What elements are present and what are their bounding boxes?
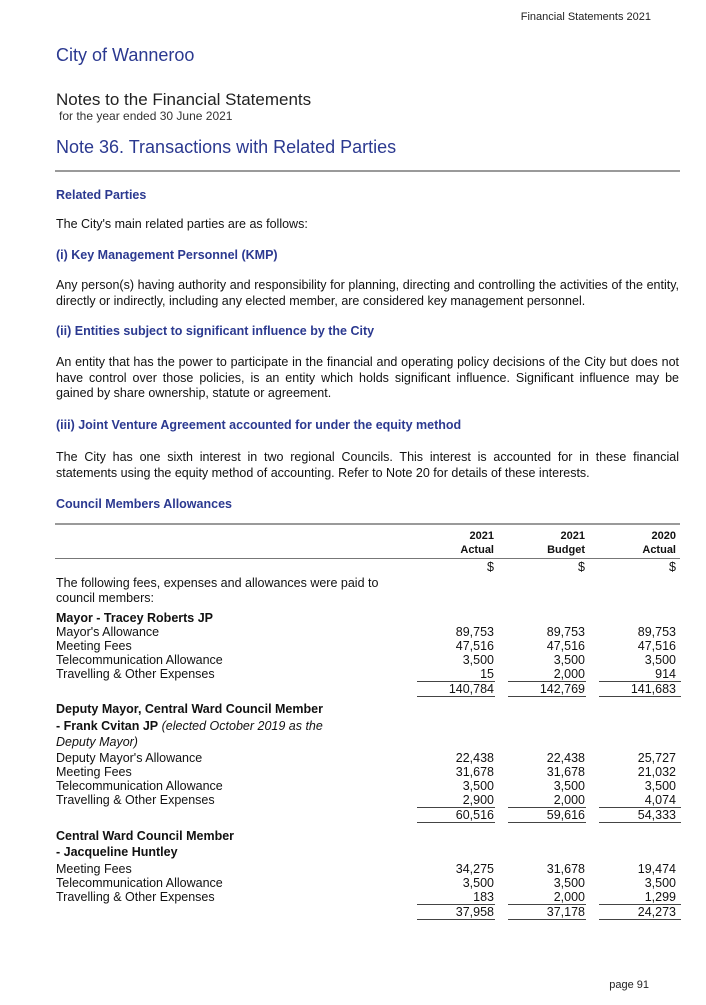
header-rule — [55, 558, 680, 559]
table-intro: The following fees, expenses and allowances were paid to council members: — [56, 576, 379, 605]
deputy-heading-name — [56, 718, 336, 750]
total-line — [417, 919, 495, 920]
notes-subtitle: for the year ended 30 June 2021 — [59, 109, 233, 123]
jv-text: The City has one sixth interest in two regional Councils. This interest is accounted for in these financial statements using the equity method of accounting. Refer to Note 20 for details of these interests. — [56, 450, 679, 480]
table-row: Telecommunication Allowance 3,500 3,500 3,500 — [56, 653, 676, 667]
central-heading-name: - Jacqueline Huntley — [56, 845, 178, 859]
table-top-rule — [55, 523, 680, 525]
deputy-note: (elected October 2019 as the Deputy Mayor) — [56, 719, 323, 749]
table-row: Telecommunication Allowance 3,500 3,500 3,500 — [56, 779, 676, 793]
total-line — [417, 696, 495, 697]
influence-heading: (ii) Entities subject to significant influence by the City — [56, 324, 375, 338]
deputy-heading: Deputy Mayor, Central Ward Council Member — [56, 702, 323, 716]
mayor-total-row: 140,784 142,769 141,683 — [448, 682, 676, 696]
col-header-kind-1: Actual — [460, 544, 494, 556]
title-divider — [55, 170, 680, 172]
total-line — [508, 919, 586, 920]
col-header-year-3: 2020 — [651, 530, 676, 542]
mayor-heading: Mayor - Tracey Roberts JP — [56, 611, 214, 625]
table-row: Travelling & Other Expenses 183 2,000 1,299 — [56, 890, 676, 904]
related-parties-intro: The City's main related parties are as follows: — [56, 217, 308, 231]
table-row: Meeting Fees 34,275 31,678 19,474 — [56, 862, 676, 876]
col-header-year-2: 2021 — [560, 530, 585, 542]
total-line — [599, 696, 681, 697]
central-total-row: 37,958 37,178 24,273 — [455, 905, 676, 919]
table-row: Telecommunication Allowance 3,500 3,500 3,500 — [56, 876, 676, 890]
related-parties-heading: Related Parties — [56, 188, 147, 202]
col-header-year-1: 2021 — [469, 530, 494, 542]
deputy-total-row: 60,516 59,616 54,333 — [455, 808, 676, 822]
table-row: Deputy Mayor's Allowance 22,438 22,438 25,727 — [56, 751, 676, 765]
col-header-kind-3: Actual — [642, 544, 676, 556]
influence-text: An entity that has the power to participate in the financial and operating policy decisions of the City but does not have control over those policies, is an entity which holds significant influence. Significant influence may be gained by share ownership, statute or agreement. — [56, 355, 679, 400]
table-row: Travelling & Other Expenses 2,900 2,000 4,074 — [56, 793, 676, 807]
total-line — [508, 696, 586, 697]
table-row: Travelling & Other Expenses 15 2,000 914 — [56, 667, 676, 681]
col-unit-1: $ — [487, 560, 494, 574]
col-header-kind-2: Budget — [547, 544, 585, 556]
note-title: Note 36. Transactions with Related Parties — [56, 137, 397, 157]
page-number: page 91 — [609, 979, 649, 991]
kmp-heading: (i) Key Management Personnel (KMP) — [56, 248, 278, 262]
central-heading: Central Ward Council Member — [56, 829, 235, 843]
kmp-text: Any person(s) having authority and responsibility for planning, directing and controlling the activities of the entity, directly or indirectly, including any elected member, are considered key management personnel. — [56, 278, 679, 308]
entity-name: City of Wanneroo — [56, 45, 195, 65]
table-row: Meeting Fees 47,516 47,516 47,516 — [56, 639, 676, 653]
col-unit-2: $ — [578, 560, 585, 574]
allowances-heading: Council Members Allowances — [56, 497, 232, 511]
notes-title: Notes to the Financial Statements — [56, 90, 312, 109]
total-line — [508, 822, 586, 823]
jv-heading: (iii) Joint Venture Agreement accounted for under the equity method — [56, 418, 462, 432]
total-line — [417, 822, 495, 823]
document-label: Financial Statements 2021 — [520, 11, 651, 23]
total-line — [599, 822, 681, 823]
table-row: Mayor's Allowance 89,753 89,753 89,753 — [56, 625, 676, 639]
total-line — [599, 919, 681, 920]
table-row: Meeting Fees 31,678 31,678 21,032 — [56, 765, 676, 779]
deputy-name: - Frank Cvitan JP — [56, 719, 159, 733]
col-unit-3: $ — [669, 560, 676, 574]
